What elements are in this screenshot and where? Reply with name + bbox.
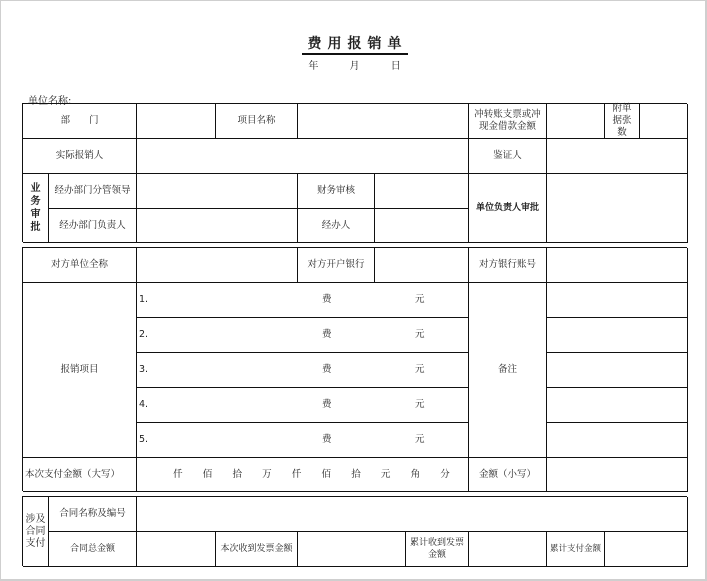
handler-label: 经办人 [298,209,375,243]
remarks-label: 备注 [469,283,547,458]
amount-words-label: 本次支付金额（大写） [23,458,137,492]
contract-total-label: 合同总金额 [49,532,137,567]
unit-head-approval-field[interactable] [547,174,688,243]
offset-amount-field[interactable] [547,104,605,139]
claimant-label: 实际报销人 [23,139,137,174]
expense-item-1[interactable]: 1. 费 元 [137,283,469,318]
payee-account-label: 对方银行账号 [469,248,547,283]
contract-payment-label: 涉及合同支付 [23,497,49,567]
month-label: 月 [349,61,360,72]
contract-total-field[interactable] [137,532,216,567]
finance-review-field[interactable] [375,174,469,209]
expense-item-3[interactable]: 3. 费 元 [137,353,469,388]
dept-leader-label: 经办部门分管领导 [49,174,137,209]
invoice-this-field[interactable] [298,532,406,567]
remarks-field-1[interactable] [547,283,688,318]
remarks-field-3[interactable] [547,353,688,388]
verifier-label: 鉴证人 [469,139,547,174]
verifier-field[interactable] [547,139,688,174]
form-title: 费用报销单 [1,33,707,53]
expense-item-5[interactable]: 5. 费 元 [137,423,469,458]
items-label: 报销项目 [23,283,137,458]
amount-words-field[interactable]: 仟 佰 拾 万 仟 佰 拾 元 角 分 [137,458,469,492]
department-field[interactable] [137,104,216,139]
section-contract [22,496,687,566]
handler-field[interactable] [375,209,469,243]
year-label: 年 [308,61,319,72]
invoice-cumulative-field[interactable] [469,532,547,567]
payee-bank-label: 对方开户银行 [298,248,375,283]
invoice-cumulative-label: 累计收到发票金额 [406,532,469,567]
unit-name-label: 单位名称: [28,96,72,107]
section-payment [22,247,687,491]
payee-bank-field[interactable] [375,248,469,283]
amount-figures-label: 金额（小写） [469,458,547,492]
payee-name-label: 对方单位全称 [23,248,137,283]
contract-name-field[interactable] [137,497,688,532]
dept-head-field[interactable] [137,209,298,243]
claimant-field[interactable] [137,139,469,174]
amount-figures-field[interactable] [547,458,688,492]
dept-leader-field[interactable] [137,174,298,209]
project-name-label: 项目名称 [216,104,298,139]
remarks-field-4[interactable] [547,388,688,423]
project-name-field[interactable] [298,104,469,139]
expense-item-4[interactable]: 4. 费 元 [137,388,469,423]
offset-amount-label: 冲转账支票或冲现金借款金额 [469,104,547,139]
invoice-this-label: 本次收到发票金额 [216,532,298,567]
date-line [1,57,707,72]
contract-name-label: 合同名称及编号 [49,497,137,532]
remarks-field-2[interactable] [547,318,688,353]
dept-head-label: 经办部门负责人 [49,209,137,243]
day-label: 日 [390,61,401,72]
expense-item-2[interactable]: 2. 费 元 [137,318,469,353]
section-basic-info [22,103,687,242]
paid-cumulative-field[interactable] [605,532,688,567]
business-approval-label: 业 务 审 批 [23,174,49,243]
finance-review-label: 财务审核 [298,174,375,209]
attachments-label: 附单据张数 [605,104,640,139]
payee-name-field[interactable] [137,248,298,283]
attachments-field[interactable] [640,104,688,139]
payee-account-field[interactable] [547,248,688,283]
paid-cumulative-label: 累计支付金额 [547,532,605,567]
remarks-field-5[interactable] [547,423,688,458]
unit-head-approval-label: 单位负责人审批 [469,174,547,243]
department-label: 部 门 [23,104,137,139]
